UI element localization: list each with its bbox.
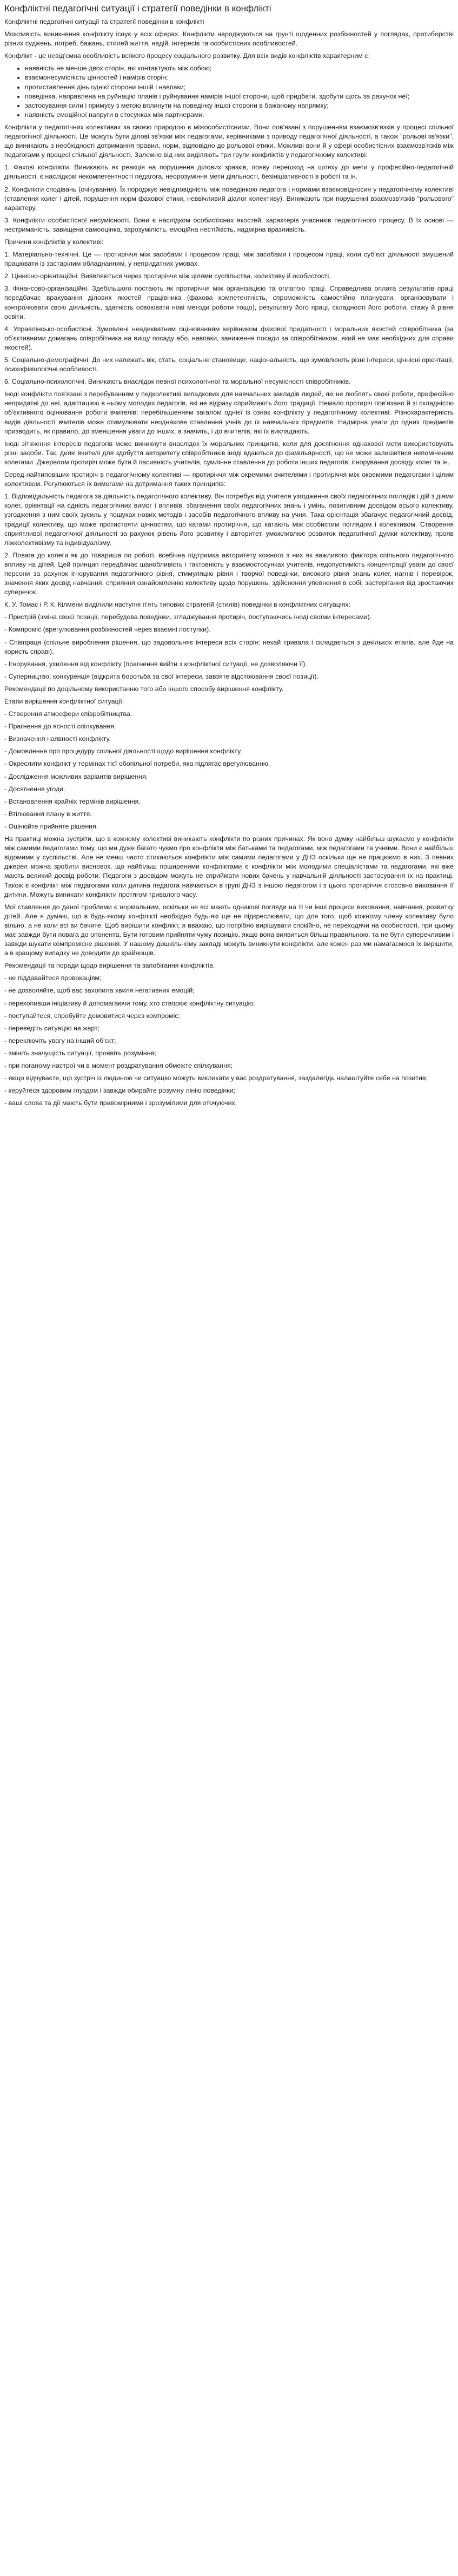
paragraph: Можливість виникнення конфлікту існує у всіх сферах. Конфлікти народжуються на грунті щоденних розбіжностей у поглядах, протиборстві різних суджень, потреб, бажань, стилей життя, надій, інтересів та особистісних особливостей.	[4, 30, 454, 48]
paragraph: 1. Відповідальність педагога за діяльність педагогічного колективу. Він потребує від учителя узгодження своїх педагогічних поглядів і дій з діями колег, орієнтації на єдність педагогічних вимог і впливів, збагачення своїх педагогічних знань і умінь, позитивним досвідом всього колективу, узгодження з ним своїх зусиль у пошуках нових методів і засобів педагогічного впливу на учня. Така орієнтація збагачує педагогічний досвід, традиції колективу, що може протистояти цінностям, що катами протиріччя, що катають між особистим поглядом і колективом. Створення сприятливої педагогічної діяльності за рахунок рівень його розвитку і авторитет, уможливлює розвиток педагогічної думки колективу, прояв ліжколективізму та індивідуалізму.	[4, 492, 454, 547]
paragraph: - перехопивши ініціативу й допомагаючи тому, хто створює конфліктну ситуацію;	[4, 999, 255, 1007]
paragraph: Мої ставлення до даної проблеми є нормальним, оскільки не всі мають однакові погляди на ті чи інші процеси виховання, навчання, розвитку дітей. Але я думаю, що в будь-якому конфлікті необхідно будь-які ще не підкреслювати, що для того, щоб кожному члену колективу було вільно, а не коли всі ви бачите. Щоб вирішити конфлікт, я вважаю, що потрібно вирішувати спокійно, не переходячи на особистості, при цьому має завжди бути повага до опонента. Бути готовим прийняти чужу позицію, якщо вона виявиться більш правильною, та не бути суперечливим і завжди шукати компромісне рішення. У нашому дошкільному закладі можуть виникнути конфлікти, але кожен раз ми намагаємося їх вирішити, а в кращому випадку не доводити до крайнощів.	[4, 903, 454, 957]
paragraph: К. У. Томас і Р. К. Кілмени виділили наступні п'ять типових стратегій (стилів) поведінки в конфліктних ситуаціях:	[4, 601, 350, 609]
paragraph: - керуйтеся здоровим глуздом і завжди обирайте розумну лінію поведінки;	[4, 1087, 236, 1095]
paragraph: - не дозволяйте, щоб вас захопила хвиля негативних емоцій;	[4, 987, 195, 995]
paragraph: - ваші слова та дії мають бути правомірними і зрозумілими для оточуючих.	[4, 1099, 237, 1107]
paragraph: Етапи вирішення конфліктної ситуації:	[4, 698, 124, 705]
paragraph: - Дослідження можливих варіантів вирішення.	[4, 772, 148, 780]
paragraph: - Ігнорування, ухилення від конфлікту (прагнення вийти з конфліктної ситуації, не дозволяючи її).	[4, 660, 307, 668]
article-body	[4, 30, 454, 1108]
list-item: • наявність емоційної напруги в стосунках між партнерами.	[25, 110, 454, 120]
paragraph: - поступайтеся, спробуйте домовитися через компроміс;	[4, 1011, 180, 1020]
bullet-list	[4, 64, 454, 120]
paragraph: 2. Ціннісно-орієнтаційні. Виявляються через протиріччя між цілями суспільства, колективу й особистості.	[4, 272, 331, 280]
paragraph: - Співпраця (спільне вироблення рішення, що задовольняє інтереси всіх сторін: нехай тривала і складається з декількох етапів, але йде на користь справі).	[4, 638, 454, 655]
paragraph: - Компроміс (врегулювання розбіжностей через взаємні поступки).	[4, 626, 211, 634]
paragraph: 3. Фінансово-організаційні. Здебільшого постають як протиріччя між організацією та оплатою праці. Справедлива оплата результатів праці передбачає врахування ділових якостей працівника (фахова компетентність, спроможність самостійно планувати, організовувати і контролювати свою діяльність, здатність освоювати нові методи роботи тощо), результату його праці, складності його роботи, стажу й рівня освіти.	[4, 285, 454, 320]
paragraph: - Домовлення про процедуру спільної діяльності щодо вирішення конфлікту.	[4, 747, 242, 755]
paragraph: Рекомендації та поради щодо вирішення та запобігання конфліктів.	[4, 962, 215, 970]
list-item: • поведінка, направлена на руйнацію планів і руйнування намірів іншої сторони, щоб придбати, здобути щось за рахунок неї;	[25, 92, 454, 101]
paragraph: - Суперництво, конкуренція (відкрита боротьба за свої інтереси, завзяте відстоювання своєї позиції).	[4, 672, 318, 680]
paragraph: - при поганому настрої чи в момент роздратування обмежте спілкування;	[4, 1062, 233, 1069]
paragraph: - якщо відчуваєте, що зустріч із людиною чи ситуацію можуть викликати у вас роздратування, заздалегідь налаштуйте себе на позитив;	[4, 1074, 428, 1082]
paragraph: Іноді конфлікти пов'язані з перебуванням у педколективі випадкових для навчальних закладів людей, які не люблять своєї роботи, професійно непридатні до неї, адаптацією в ньому молодих педагогів, які не відразу сприймають його традиції. Немало протиріч пов'язано й зі складністю об'єктивного оцінювання роботи вчителів; перебільшенням загалом однієї із ознак конфлікту у педагогічному колективі. Різнохарактерність видів діяльності вчителів може стимулювати неоднакове ставлення учнів до їх навчальних предметів. Надмірна уваги до одних предметів призводить, як правило, до зменшення уваги до інших, а значить, і до вчителів, які їх викладають.	[4, 390, 454, 435]
paragraph: 6. Соціально-психологічні. Виникають внаслідок певної психологічної та моральної несумісності співробітників.	[4, 378, 351, 386]
paragraph: - Прагнення до ясності спілкування.	[4, 722, 116, 731]
page-subtitle: Конфліктні педагогічні ситуації та стратегії поведінки в конфлікті	[4, 18, 204, 25]
page-title: Конфліктні педагогічні ситуації і стратегії поведінки в конфлікті	[4, 3, 271, 14]
paragraph: - Встановлення крайніх термінів вирішення.	[4, 797, 141, 805]
paragraph: 4. Управлінсько-особистісні. Зумовлені неадекватним оцінюванням керівником фахової придатності і моральних якостей співробітника (за об'єктивними домагань співробітника на вищу посаду або, навпаки, заниження посади за співробітником, який не має необхідних для справи якостей).	[4, 325, 454, 351]
paragraph: Причини конфліктів у колективі:	[4, 238, 104, 246]
paragraph: - Пристрій (зміна своєї позиції, перебудова поведінки, згладжування протиріч, поступаючись іноді своїми інтересами).	[4, 613, 372, 621]
list-item: • наявність не менше двох сторін, які контактують між собою;	[25, 64, 454, 73]
paragraph: Серед найтиповіших протиріч в педагогічному колективі — протиріччя між окремими вчителями і протиріччя між окремими педагогами і цілим колективом. Регулюються їх вимогами на дотримання таких принципів:	[4, 471, 454, 488]
paragraph: 5. Соціально-демографічні. До них належать вік, стать, соціальне становище, національність, що зумовлюють різні інтереси, ціннісні орієнтації, психофізіологічні особливості.	[4, 356, 454, 373]
paragraph: 2. Конфлікти сподівань (очікування). Їх породжує невідповідність між поведінкою педагога і нормами взаємовідносин у педагогічному колективі (ставлення колег і дітей, порушення норм фахової етики, неввічливий діалог колективу). Виникають при порушенні взаємозв'язків "рольового" характеру.	[4, 185, 454, 212]
paragraph: 1. Матеріально-технічні. Це — протиріччя між засобами і процесом праці, між засобами і процесом праці, коли суб'єкт діяльності змушений працювати із застарілим обладнанням, у непридатних умовах.	[4, 251, 454, 268]
paragraph: - змініть значущість ситуації, проявіть розуміння;	[4, 1049, 156, 1057]
paragraph: - переключіть увагу на інший об'єкт;	[4, 1036, 116, 1044]
paragraph: Іноді зіткнення інтересів педагогів може виникнути внаслідок їх моральних принципів, коли для досягнення однакової мети використовують різні засоби. Так, деякі вчителі для здобуття авторитету співробітників іноді вдаються до фамільярності, що не може залишитися непоміченим колегами. Джерелом протиріч може бути й пасивність учителів, сумлінне ставлення до роботи інших педагогів, ігнорування досвіду колег та ін.	[4, 439, 454, 466]
paragraph: 1. Фахові конфлікти. Виникають як реакція на порушення ділових зразків, появу перешкод на шляху до мети у професійно-педагогічній діяльності, є наслідком некомпетентності педагога, неорозуміння мети діяльності, безініціативності в роботі та ін.	[4, 163, 454, 181]
paragraph: Конфлікт - це невід'ємна особливість всякого процесу соціального розвитку. Для всіх видів конфліктів характерним є:	[4, 52, 370, 60]
paragraph: - Досягнення угоди.	[4, 785, 65, 793]
paragraph: 3. Конфлікти особистісної несумісності. Вони є наслідком особистісних якостей, характерів учасників педагогічного процесу. В їх основі —нестриманість, завищена самооцінка, зарозумілість, емоційна нестійкість, надмірна вразливість.	[4, 216, 454, 233]
paragraph: - Окреслити конфлікт у термінах тієї обопільної потреби, яка підлягає врегулюванню.	[4, 760, 270, 768]
paragraph: На практиці можна зустріти, що в кожному колективі виникають конфлікти по різних причинах. Як воно думку найбільш шукаємо у конфлікти між самими педагогами тому, що ми дуже багато чуємо про конфлікти між батьками та педагогами, між педагогами та учнями. Вони є найбільш відомими у суспільстві. Але не менш часто стикаються конфлікти між самими педагогами у ДНЗ оскільки ще не працюємо в них. З певних джерел можна зробити висновок, що найбільш поширеними конфліктами є конфлікти між молодими спеціалістами та педагогами, які вже мають великий досвід роботи. Педагоги з досвідом можуть не сприймати нових бачень у навчальній діяльності застосування їх на практиці. Також є конфлікт між педагогами коли дитина педагога навчається в групі ДНЗ з іншою педагогом і з цього протиріччя стосовно виховання її дитини. Можуть виникати конфлікти протягом тривалого часу.	[4, 835, 454, 898]
paragraph: - Оцінюйте прийняте рішення.	[4, 822, 98, 830]
paragraph: - Втілювання плану в життя.	[4, 810, 92, 818]
paragraph: - переведіть ситуацію на жарт;	[4, 1024, 100, 1032]
paragraph: - Визначення наявності конфлікту.	[4, 735, 111, 743]
list-item: • застосування сили і примусу з метою вплинути на поведінку іншої сторони в бажаному напрямку;	[25, 101, 454, 110]
list-item: • взаємонесумісність цінностей і намірів сторін;	[25, 73, 454, 82]
paragraph: Конфлікти у педагогічних колективах за своєю природою є міжособистісними. Вони пов'язані з порушенням взаємозв'язків у процесі спільної педагогічної діяльності. Це можуть бути ділові зв'язки між педагогами, керівниками з приводу педагогічної діяльності, а також "рольові зв'язки", що виникають з необхідності дотримання правил, норм, відповідно до рольової етики. Можливі вони й у сфері особистісних взаємозв'язків між педагогами у процесі спільної діяльності. Залежно від них виділяють три групи конфліктів у педагогічному колективі:	[4, 123, 454, 159]
list-item: • протиставлення дінь однієї сторони іншій і навпаки;	[25, 83, 454, 92]
paragraph: 2. Повага до колеги як до товариша по роботі, всебічна підтримка авторитету кожного з них як важливого фактора спільного педагогічного впливу на дітей. Цей принцип передбачає шанобливість і тактовність у взаємостосунках учителів, недопустимість концентрації уваги до своєї персони за рахунок ігнорування педагогічного рівня, стимуляцію рівня і творчої поведінки, високого рівня знань колег, нагнів і перевірок, значення яких досвід навчання, сприяння ознайомленню колективу щодо порушень, здійснення упевнення в собі, застерігання від зростаючих суперечок.	[4, 551, 454, 596]
paragraph: - не піддавайтеся провокаціям;	[4, 974, 102, 982]
paragraph: - Створення атмосфери співробітництва.	[4, 710, 132, 718]
paragraph: Рекомендації по доцільному використанню того або іншого способу вирішення конфлікту.	[4, 685, 284, 693]
